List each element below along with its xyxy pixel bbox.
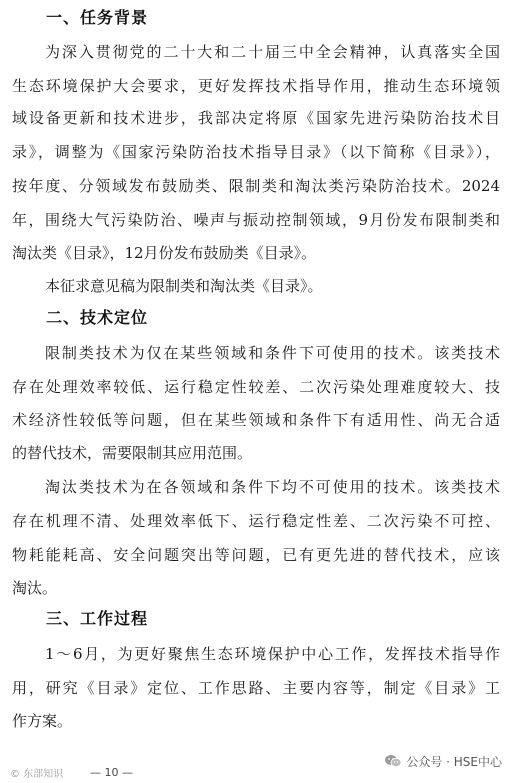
section-heading-positioning: 二、技术定位	[46, 308, 149, 327]
text-line: 物耗能耗高、安全问题突出等问题，已有更先进的替代技术，应该	[12, 546, 500, 564]
text-line: 1～6月，为更好聚焦生态环境保护中心工作，发挥技术指导作	[45, 645, 500, 663]
text-line: 存在处理效率较低、运行稳定性较差、二次污染处理难度较大、技	[12, 378, 500, 396]
text-line: 域设备更新和技术进步，我部决定将原《国家先进污染防治技术目	[12, 109, 500, 127]
text-line: 术经济性较低等问题，但在某些领域和条件下有适用性、尚无合适	[12, 411, 500, 429]
text-line: 作方案。	[12, 712, 73, 730]
text-line: 限制类技术为仅在某些领域和条件下可使用的技术。该类技术	[45, 344, 500, 362]
text-line: 淘汰。	[12, 579, 58, 597]
text-line: 本征求意见稿为限制类和淘汰类《目录》。	[45, 277, 323, 295]
wechat-icon	[384, 754, 402, 768]
text-line: 用，研究《目录》定位、工作思路、主要内容等，制定《目录》工	[12, 679, 500, 697]
text-line: 为深入贯彻党的二十大和二十届三中全会精神，认真落实全国	[45, 43, 500, 61]
section-heading-process: 三、工作过程	[46, 609, 149, 628]
page-number: — 10 —	[90, 766, 133, 779]
text-line: 淘汰类技术为在各领域和条件下均不可使用的技术。该类技术	[45, 478, 500, 496]
section-heading-background: 一、任务背景	[46, 8, 149, 27]
text-line: 淘汰类《目录》，12月份发布鼓励类《目录》。	[12, 244, 317, 262]
text-line: 录》，调整为《国家污染防治技术指导目录》（以下简称《目录》），	[12, 143, 500, 161]
text-line: 的替代技术，需要限制其应用范围。	[12, 444, 253, 462]
text-line: 按年度、分领域发布鼓励类、限制类和淘汰类污染防治技术。2024	[12, 177, 500, 195]
text-line: 存在机理不清、处理效率低下、运行稳定性差、二次污染不可控、	[12, 512, 500, 530]
watermark-text: 公众号 · HSE中心	[406, 754, 502, 769]
watermark	[384, 750, 502, 772]
text-line: 生态环境保护大会要求，更好发挥技术指导作用，推动生态环境领	[12, 77, 500, 95]
text-line: 年，围绕大气污染防治、噪声与振动控制领域，9月份发布限制类和	[12, 211, 500, 229]
footer-logo: © 东部知识	[10, 769, 64, 779]
